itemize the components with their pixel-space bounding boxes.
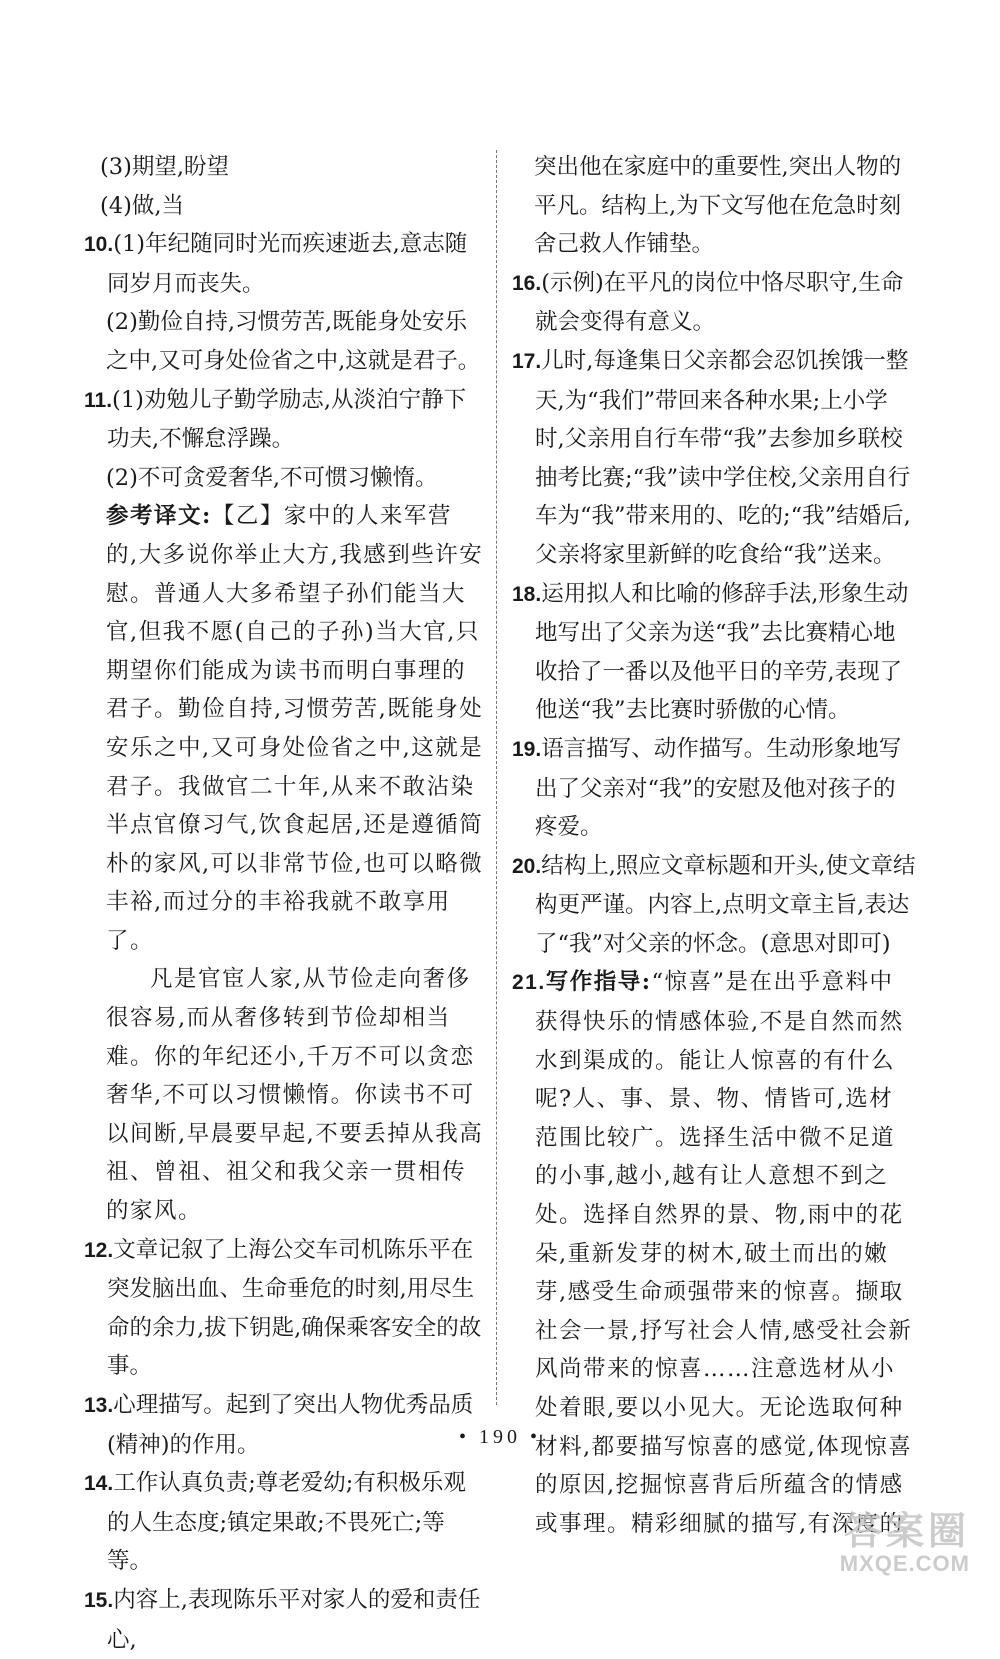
question-16-text: (示例)在平凡的岗位中恪尽职守,生命就会变得有意义。 [535,269,904,336]
translation-paragraph-2: 凡是官宦人家,从节俭走向奢侈很容易,而从奢侈转到节俭却相当难。你的年纪还小,千万不可以贪恋奢华,不可以习惯懒惰。你读书不可以间断,早晨要早起,不要丢掉从我高祖、曾祖、祖父和我父亲一贯相传的家风。 [106,966,484,1225]
page-number: • 190 • [458,1426,541,1448]
question-19 [512,730,917,847]
question-16-number: 16. [512,271,542,295]
question-21 [512,963,917,1543]
question-20-number: 20. [512,854,542,878]
answer-9-3: (3)期望,盼望 [100,154,230,180]
question-10-text-1: (1)年纪随同时光而疾速逝去,意志随同岁月而丧失。 [107,231,468,297]
column-divider [496,150,497,1405]
writing-guide-label: 写作指导: [545,969,652,996]
question-18-number: 18. [512,582,542,606]
question-11-part-2: (2)不可贪爱奢华,不可惯习懒惰。 [106,464,438,491]
question-11-number: 11. [84,388,113,412]
watermark-chinese: 答案圈 [843,1511,970,1553]
question-12-number: 12. [84,1238,114,1262]
question-21-text: “惊喜”是在出乎意料中获得快乐的情感体验,不是自然而然水到渠成的。能让人惊喜的有什么呢?人、事、景、物、情皆可,选材范围比较广。选择生活中微不足道的小事,越小,越有让人意想不到之处。选择自然界的景、物,雨中的花朵,重新发芽的树木,破土而出的嫩芽,感受生命顽强带来的惊喜。撷取社会一景,抒写社会人情,感受社会新风尚带来的惊喜……注意选材从小处着眼,要以小见大。无论选取何种材料,都要描写惊喜的感觉,体现惊喜的原因,挖掘惊喜背后所蕴含的情感或事理。精彩细腻的描写,有深度的 [535,969,913,1537]
question-10-part-1 [84,225,484,303]
question-11-text-1: (1)劝勉儿子勤学励志,从淡泊宁静下功夫,不懈怠浮躁。 [107,386,467,453]
question-14-text: 工作认真负责;尊老爱幼;有积极乐观的人生态度;镇定果敢;不畏死亡;等等。 [107,1470,466,1575]
question-13-number: 13. [84,1394,114,1417]
question-18-text: 运用拟人和比喻的修辞手法,形象生动地写出了父亲为送“我”去比赛精心地收拾了一番以及他平日的辛劳,表现了他送“我”去比赛时骄傲的心情。 [535,580,909,724]
question-15-number: 15. [84,1588,114,1612]
question-12-text: 文章记叙了上海公交车司机陈乐平在突发脑出血、生命垂危的时刻,用尽生命的余力,拔下钥匙,确保乘客安全的故事。 [107,1236,482,1380]
question-15-text-start: 内容上,表现陈乐平对家人的爱和责任心, [107,1586,481,1653]
question-15-continued: 突出他在家庭中的重要性,突出人物的平凡。结构上,为下文写他在危急时刻舍己救人作铺垫。 [534,154,902,258]
question-10-number: 10. [84,233,114,257]
question-14-number: 14. [84,1472,114,1496]
question-15-start [84,1581,484,1659]
watermark-logo [840,1512,970,1576]
watermark-url: MXQE.COM [839,1551,970,1576]
question-18 [512,575,917,730]
question-20 [512,847,917,964]
question-17-text: 儿时,每逢集日父亲都会忍饥挨饿一整天,为“我们”带回来各种水果;上小学时,父亲用自行车带“我”去参加乡联校抽考比赛;“我”读中学住校,父亲用自行车为“我”带来用的、吃的;“我”结婚后,父亲将家里新鲜的吃食给“我”送来。 [535,347,911,568]
question-19-number: 19. [512,737,542,761]
question-19-text: 语言描写、动作描写。生动形象地写出了父亲对“我”的安慰及他对孩子的疼爱。 [535,735,902,841]
question-13-text: 心理描写。起到了突出人物优秀品质(精神)的作用。 [107,1392,474,1458]
question-17 [512,342,917,575]
question-11-part-1 [84,381,484,459]
answer-9-4: (4)做,当 [100,192,185,219]
translation-paragraph-1 [84,497,484,960]
right-column [512,148,917,1543]
question-16 [512,264,917,342]
question-10-part-2: (2)勤俭自持,习惯劳苦,既能身处安乐之中,又可身处俭省之中,这就是君子。 [106,309,481,374]
question-17-number: 17. [512,349,542,373]
question-12 [84,1231,484,1386]
question-14 [84,1464,484,1581]
question-21-number: 21. [512,971,546,995]
question-20-text: 结构上,照应文章标题和开头,使文章结构更严谨。内容上,点明文章主旨,表达了“我”对父亲的怀念。(意思对即可) [535,852,916,957]
translation-text-1: 【乙】家中的人来军营的,大多说你举止大方,我感到些许安慰。普通人大多希望子孙们能当大官,但我不愿(自己的子孙)当大官,只期望你们能成为读书而明白事理的君子。勤俭自持,习惯劳苦,既能身处安乐之中,又可身处俭省之中,这就是君子。我做官二十年,从来不敢沾染半点官僚习气,饮食起居,还是遵循简朴的家风,可以非常节俭,也可以略微丰裕,而过分的丰裕我就不敢享用了。 [106,503,484,954]
translation-label: 参考译文: [106,503,212,530]
